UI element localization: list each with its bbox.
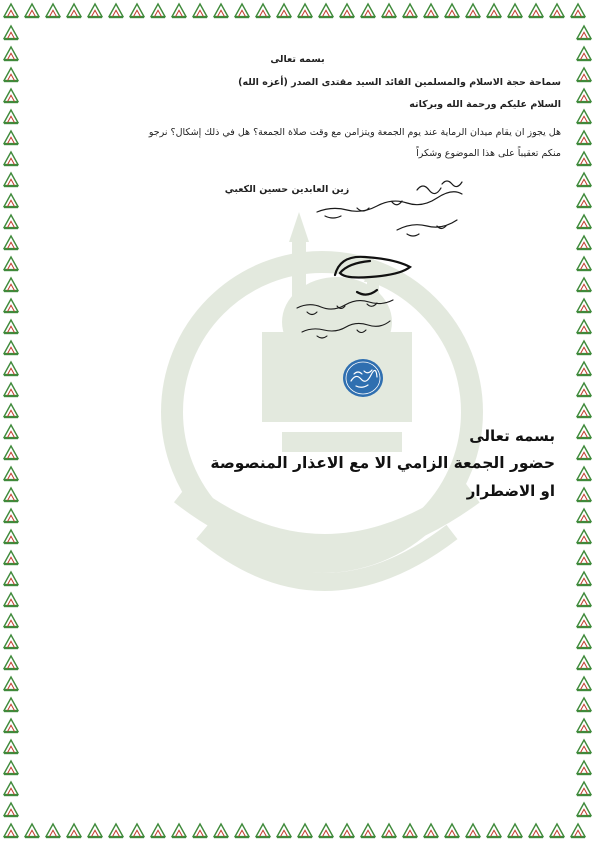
border-motif — [109, 824, 123, 838]
border-motif — [466, 4, 480, 18]
border-motif — [550, 824, 564, 838]
border-motif — [577, 236, 591, 250]
border-motif — [445, 4, 459, 18]
border-motif — [4, 194, 18, 208]
border-motif — [577, 362, 591, 376]
border-motif — [577, 740, 591, 754]
letter-sender: زين العابدين حسين الكعبي — [224, 184, 350, 195]
border-motif — [487, 4, 501, 18]
border-motif — [577, 782, 591, 796]
border-motif — [256, 4, 270, 18]
border-motif — [577, 698, 591, 712]
border-motif — [256, 824, 270, 838]
border-motif — [4, 740, 18, 754]
border-motif — [4, 257, 18, 271]
letter-question-line2: منكم تعقيباً على هذا الموضوع وشكراً — [416, 148, 561, 159]
border-motif — [571, 4, 585, 18]
border-motif — [4, 68, 18, 82]
border-motif — [577, 488, 591, 502]
signature — [317, 250, 427, 300]
border-motif — [4, 299, 18, 313]
border-motif — [340, 824, 354, 838]
border-motif — [577, 131, 591, 145]
border-motif — [4, 572, 18, 586]
border-motif — [577, 719, 591, 733]
border-motif — [4, 47, 18, 61]
border-motif — [529, 4, 543, 18]
border-motif — [4, 4, 18, 18]
border-motif — [577, 509, 591, 523]
border-motif — [4, 488, 18, 502]
border-right — [573, 22, 595, 820]
border-motif — [577, 68, 591, 82]
border-motif — [193, 824, 207, 838]
border-motif — [577, 803, 591, 817]
border-motif — [4, 341, 18, 355]
border-motif — [4, 761, 18, 775]
border-motif — [577, 47, 591, 61]
border-motif — [577, 341, 591, 355]
border-motif — [88, 4, 102, 18]
border-motif — [109, 4, 123, 18]
border-motif — [445, 824, 459, 838]
border-motif — [577, 320, 591, 334]
border-motif — [4, 236, 18, 250]
border-motif — [46, 4, 60, 18]
border-motif — [4, 152, 18, 166]
border-motif — [577, 656, 591, 670]
border-motif — [88, 824, 102, 838]
border-motif — [508, 4, 522, 18]
border-motif — [403, 824, 417, 838]
border-motif — [67, 824, 81, 838]
border-motif — [571, 824, 585, 838]
handwritten-reply — [297, 172, 477, 252]
border-motif — [577, 404, 591, 418]
border-motif — [235, 4, 249, 18]
border-motif — [214, 824, 228, 838]
border-motif — [4, 278, 18, 292]
border-motif — [4, 362, 18, 376]
border-motif — [424, 824, 438, 838]
border-motif — [235, 824, 249, 838]
answer-basmala: بسمه تعالى — [469, 427, 555, 445]
border-motif — [577, 446, 591, 460]
handwritten-signature-name-date — [287, 294, 407, 344]
border-motif — [298, 824, 312, 838]
border-motif — [424, 4, 438, 18]
border-motif — [577, 467, 591, 481]
border-motif — [4, 446, 18, 460]
border-motif — [25, 4, 39, 18]
letter-basmala: بسمه تعالى — [270, 54, 325, 65]
border-motif — [577, 110, 591, 124]
border-motif — [4, 320, 18, 334]
border-motif — [487, 824, 501, 838]
border-motif — [4, 593, 18, 607]
border-motif — [4, 404, 18, 418]
border-motif — [577, 635, 591, 649]
border-motif — [67, 4, 81, 18]
border-motif — [319, 824, 333, 838]
border-motif — [577, 593, 591, 607]
border-motif — [577, 299, 591, 313]
border-motif — [319, 4, 333, 18]
border-motif — [403, 4, 417, 18]
border-motif — [577, 761, 591, 775]
border-motif — [4, 782, 18, 796]
letter-question-line1: هل يجوز ان يقام ميدان الرماية عند يوم الجمعة ويتزامن مع وقت صلاة الجمعة؟ هل في ذلك إشكال؟ نرجو — [148, 127, 561, 138]
border-motif — [151, 4, 165, 18]
border-motif — [4, 677, 18, 691]
border-motif — [4, 509, 18, 523]
border-motif — [361, 4, 375, 18]
border-motif — [172, 4, 186, 18]
border-motif — [577, 551, 591, 565]
border-motif — [577, 530, 591, 544]
border-motif — [361, 824, 375, 838]
page-content — [22, 22, 573, 820]
border-motif — [550, 4, 564, 18]
border-motif — [25, 824, 39, 838]
border-top — [0, 0, 595, 22]
letter-greeting: السلام عليكم ورحمة الله وبركاته — [409, 99, 561, 110]
border-motif — [4, 89, 18, 103]
border-motif — [298, 4, 312, 18]
border-motif — [4, 131, 18, 145]
border-motif — [577, 152, 591, 166]
border-motif — [577, 677, 591, 691]
border-motif — [172, 824, 186, 838]
border-motif — [577, 257, 591, 271]
border-left — [0, 22, 22, 820]
border-motif — [577, 383, 591, 397]
border-motif — [4, 383, 18, 397]
border-motif — [4, 530, 18, 544]
border-motif — [4, 110, 18, 124]
border-motif — [577, 26, 591, 40]
border-motif — [4, 698, 18, 712]
border-motif — [130, 824, 144, 838]
border-motif — [466, 824, 480, 838]
border-motif — [193, 4, 207, 18]
border-motif — [4, 425, 18, 439]
border-motif — [4, 26, 18, 40]
answer-ruling-line1: حضور الجمعة الزامي الا مع الاعذار المنصوصة — [210, 454, 555, 472]
border-motif — [4, 173, 18, 187]
border-motif — [4, 635, 18, 649]
border-motif — [130, 4, 144, 18]
border-motif — [214, 4, 228, 18]
border-motif — [277, 824, 291, 838]
border-bottom — [0, 820, 595, 842]
letter-addressee: سماحة حجة الاسلام والمسلمين القائد السيد مقتدى الصدر (أعزه الله) — [238, 77, 561, 88]
border-motif — [4, 551, 18, 565]
border-motif — [577, 278, 591, 292]
border-motif — [4, 215, 18, 229]
border-motif — [151, 824, 165, 838]
border-motif — [4, 824, 18, 838]
border-motif — [577, 425, 591, 439]
border-motif — [4, 614, 18, 628]
border-motif — [577, 89, 591, 103]
answer-ruling-line2: او الاضطرار — [466, 482, 555, 500]
border-motif — [4, 719, 18, 733]
border-motif — [577, 215, 591, 229]
border-motif — [340, 4, 354, 18]
official-stamp — [342, 357, 384, 399]
border-motif — [4, 803, 18, 817]
border-motif — [577, 614, 591, 628]
border-motif — [382, 824, 396, 838]
border-motif — [529, 824, 543, 838]
border-motif — [46, 824, 60, 838]
border-motif — [577, 194, 591, 208]
border-motif — [577, 572, 591, 586]
border-motif — [508, 824, 522, 838]
border-motif — [4, 467, 18, 481]
border-motif — [277, 4, 291, 18]
border-motif — [577, 173, 591, 187]
border-motif — [4, 656, 18, 670]
border-motif — [382, 4, 396, 18]
